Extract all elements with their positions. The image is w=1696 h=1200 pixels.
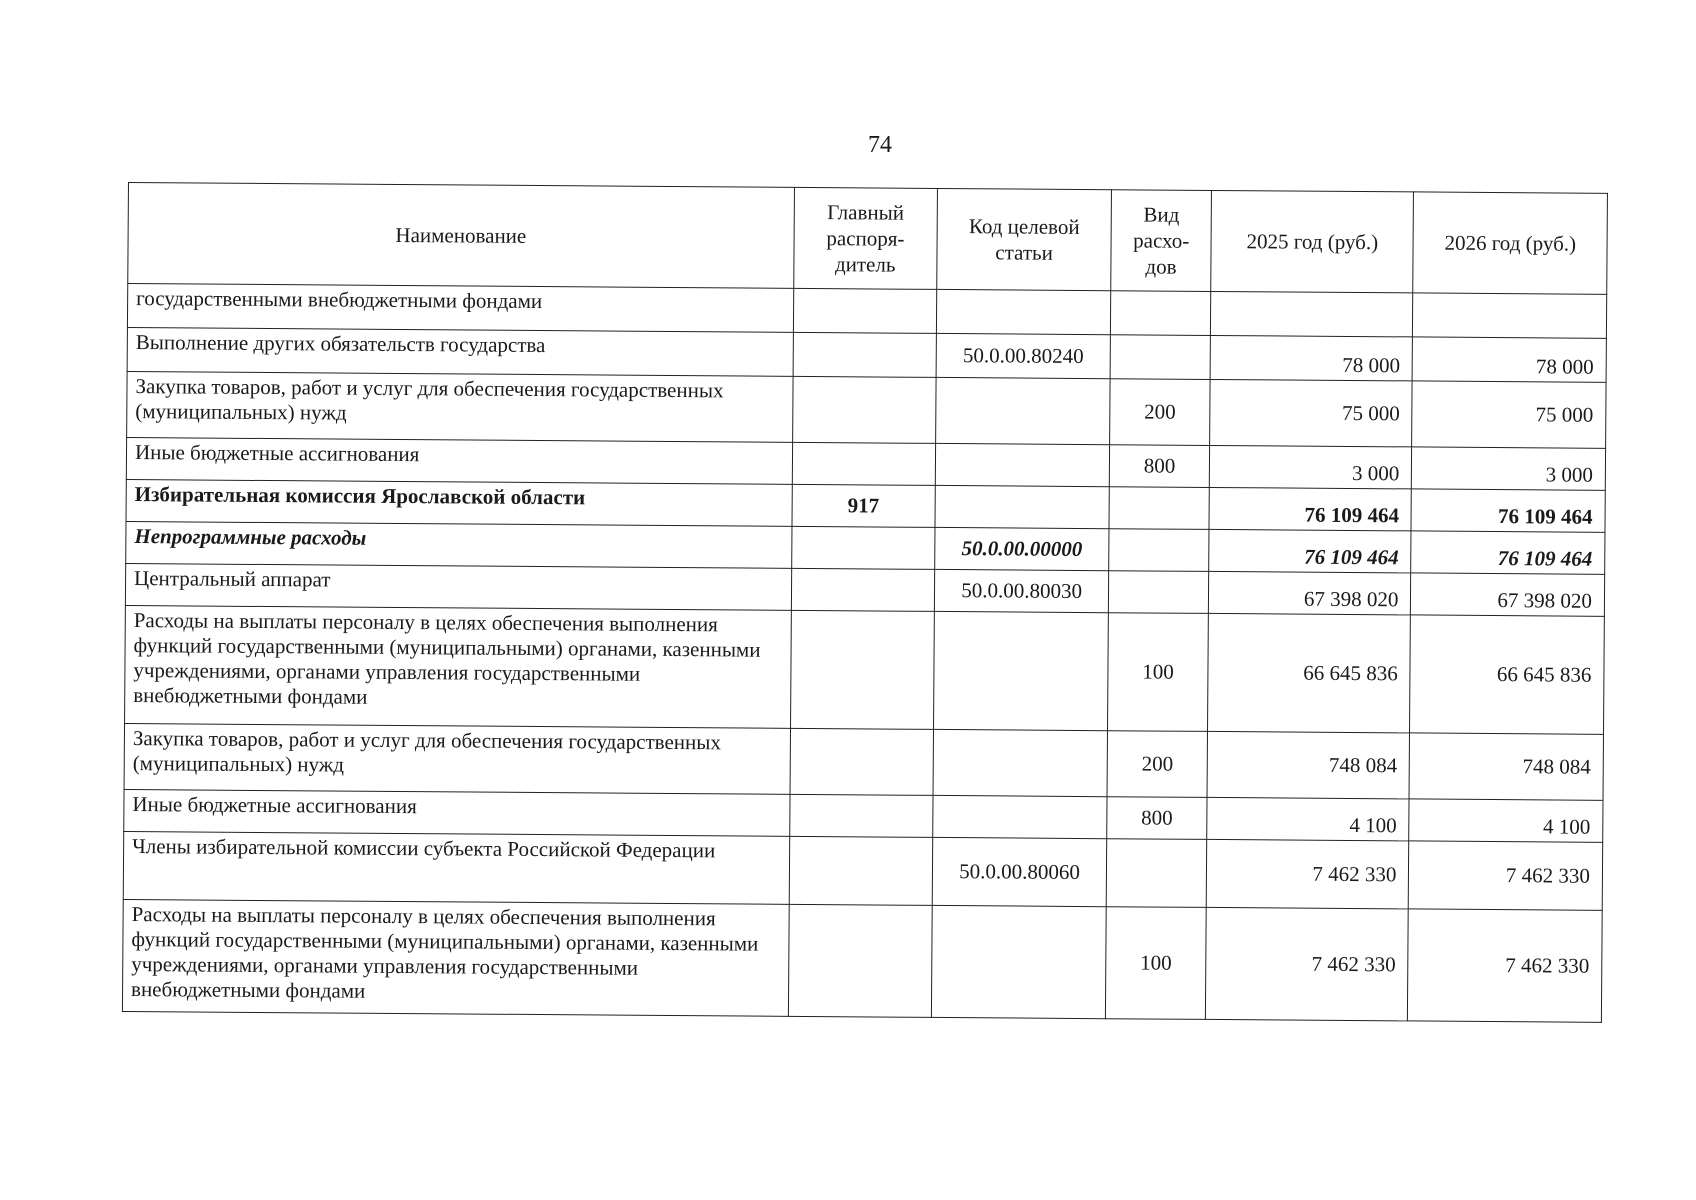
cell-code <box>933 729 1107 796</box>
cell-name: Непрограммные расходы <box>126 521 792 568</box>
cell-code: 50.0.00.80240 <box>936 333 1110 378</box>
cell-manager: 917 <box>792 484 936 527</box>
header-type: Вид расхо-дов <box>1111 190 1212 292</box>
budget-table <box>122 182 1608 1023</box>
cell-2026: 78 000 <box>1412 337 1606 382</box>
header-manager: Главный распоря-дитель <box>793 187 937 289</box>
cell-2026: 7 462 330 <box>1409 841 1603 910</box>
cell-type <box>1109 529 1209 572</box>
table-row <box>125 605 1605 734</box>
cell-2025 <box>1211 291 1414 336</box>
cell-2026: 76 109 464 <box>1411 489 1605 532</box>
cell-manager <box>789 794 933 837</box>
cell-manager <box>790 728 934 795</box>
cell-manager <box>793 288 937 333</box>
header-2025: 2025 год (руб.) <box>1211 190 1414 292</box>
cell-2025: 67 398 020 <box>1209 571 1412 614</box>
cell-2026: 4 100 <box>1409 799 1603 842</box>
cell-code <box>931 905 1106 1018</box>
page-number: 74 <box>868 132 892 158</box>
cell-type: 200 <box>1110 379 1211 446</box>
cell-2026: 75 000 <box>1412 381 1606 448</box>
cell-type: 100 <box>1105 907 1206 1020</box>
table-row <box>123 831 1602 910</box>
cell-name: Избирательная комиссия Ярославской области <box>126 479 792 526</box>
cell-2025: 75 000 <box>1210 379 1413 446</box>
cell-code <box>937 289 1111 334</box>
cell-code <box>933 795 1107 838</box>
cell-name: Выполнение других обязательств государства <box>127 327 793 376</box>
cell-type <box>1108 571 1208 614</box>
cell-name: Закупка товаров, работ и услуг для обеспечения государственных (муниципальных) нужд <box>124 723 790 794</box>
table-header-row <box>128 183 1608 295</box>
cell-2026: 7 462 330 <box>1408 909 1602 1022</box>
table-row <box>127 371 1606 448</box>
header-code: Код целевой статьи <box>937 188 1112 290</box>
cell-2025: 748 084 <box>1207 731 1410 798</box>
cell-2025: 66 645 836 <box>1208 613 1411 732</box>
cell-type: 100 <box>1108 613 1209 732</box>
cell-name: Центральный аппарат <box>125 563 791 610</box>
cell-name: Закупка товаров, работ и услуг для обеспечения государственных (муниципальных) нужд <box>127 371 793 442</box>
cell-code <box>936 377 1110 444</box>
cell-code: 50.0.00.80030 <box>934 569 1108 612</box>
table-row <box>124 723 1603 800</box>
cell-2026: 66 645 836 <box>1410 615 1604 734</box>
cell-2025: 7 462 330 <box>1206 907 1409 1020</box>
cell-2025: 3 000 <box>1209 445 1412 488</box>
cell-manager <box>792 376 936 443</box>
cell-type: 800 <box>1109 445 1209 488</box>
header-2026: 2026 год (руб.) <box>1413 192 1607 294</box>
header-name: Наименование <box>128 183 794 289</box>
cell-type <box>1109 487 1209 530</box>
cell-code: 50.0.00.00000 <box>935 527 1109 570</box>
cell-2026: 76 109 464 <box>1411 531 1605 574</box>
cell-code <box>935 485 1109 528</box>
cell-manager <box>793 332 937 377</box>
cell-2025: 78 000 <box>1210 335 1413 380</box>
cell-manager <box>789 836 933 905</box>
cell-2026 <box>1413 293 1607 338</box>
cell-2025: 7 462 330 <box>1206 839 1409 908</box>
cell-type: 800 <box>1107 797 1207 840</box>
table-row <box>122 899 1602 1022</box>
cell-name: Члены избирательной комиссии субъекта Российской Федерации <box>123 831 789 904</box>
cell-type <box>1110 335 1210 380</box>
cell-2026: 67 398 020 <box>1411 573 1605 616</box>
cell-name: Расходы на выплаты персоналу в целях обеспечения выполнения функций государственными (муниципальными) органами, казенными учреждениями, органами управления государственными внебюджетными фондами <box>122 899 788 1016</box>
cell-manager <box>790 610 934 729</box>
cell-type <box>1106 839 1207 908</box>
cell-name: Иные бюджетные ассигнования <box>126 437 792 484</box>
cell-2025: 76 109 464 <box>1209 487 1412 530</box>
cell-name: Иные бюджетные ассигнования <box>124 789 790 836</box>
cell-name: Расходы на выплаты персоналу в целях обеспечения выполнения функций государственными (муниципальными) органами, казенными учреждениями, органами управления государственными внебюджетными фондами <box>125 605 791 728</box>
cell-manager <box>791 526 935 569</box>
cell-code: 50.0.00.80060 <box>932 837 1106 906</box>
cell-code <box>934 611 1109 730</box>
cell-2026: 3 000 <box>1412 447 1606 490</box>
cell-manager <box>788 904 932 1017</box>
cell-type: 200 <box>1107 731 1208 798</box>
cell-manager <box>792 442 936 485</box>
cell-2025: 4 100 <box>1207 797 1410 840</box>
cell-manager <box>791 568 935 611</box>
cell-code <box>935 443 1109 486</box>
cell-2025: 76 109 464 <box>1209 529 1412 572</box>
cell-2026: 748 084 <box>1409 733 1603 800</box>
cell-name: государственными внебюджетными фондами <box>127 284 793 333</box>
cell-type <box>1111 291 1211 336</box>
